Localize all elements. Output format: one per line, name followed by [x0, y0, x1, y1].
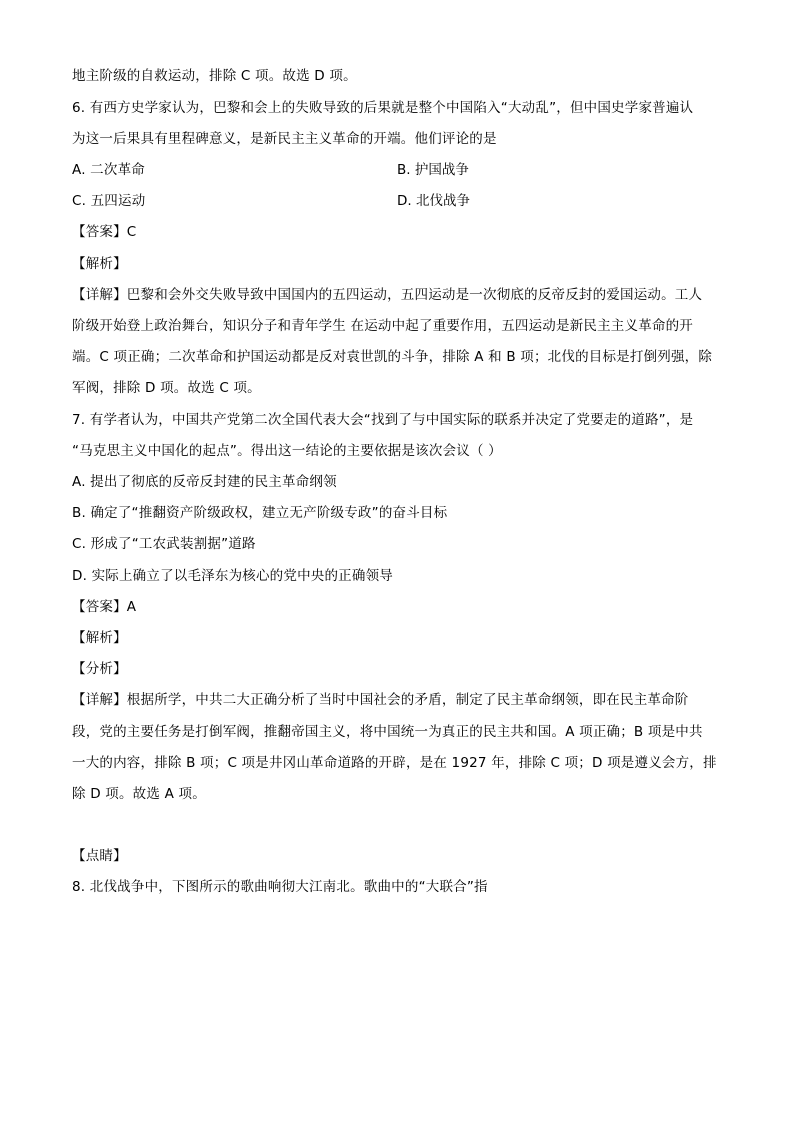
q6-option-d: D. 北伐战争	[397, 193, 470, 209]
text-line: 除 D 项。故选 A 项。	[72, 786, 206, 802]
question-7-stem: 7. 有学者认为，中国共产党第二次全国代表大会“找到了与中国实际的联系并决定了党要走的道路”，是	[72, 412, 694, 428]
text-line: 段，党的主要任务是打倒军阀，推翻帝国主义，将中国统一为真正的民主共和国。A 项正确；B 项是中共	[72, 724, 703, 740]
detail-paragraph: 【详解】根据所学，中共二大正确分析了当时中国社会的矛盾，制定了民主革命纲领，即在民主革命阶	[72, 692, 689, 708]
answer-label: 【答案】C	[72, 224, 137, 240]
text-line: 阶级开始登上政治舞台，知识分子和青年学生 在运动中起了重要作用，五四运动是新民主主义革命的开	[72, 318, 693, 334]
q7-option-a: A. 提出了彻底的反帝反封建的民主革命纲领	[72, 474, 337, 490]
text-line: 地主阶级的自救运动，排除 C 项。故选 D 项。	[72, 68, 357, 84]
q6-option-a: A. 二次革命	[72, 162, 145, 178]
q6-option-b: B. 护国战争	[397, 162, 469, 178]
analysis-label: 【解析】	[72, 256, 127, 272]
analysis-section-label: 【分析】	[72, 661, 127, 677]
text-line: 一大的内容，排除 B 项；C 项是井冈山革命道路的开辟，是在 1927 年，排除 C 项；D 项是遵义会方，排	[72, 755, 717, 771]
q7-option-b: B. 确定了“推翻资产阶级政权，建立无产阶级专政”的奋斗目标	[72, 505, 448, 521]
q7-option-c: C. 形成了“工农武装割据”道路	[72, 536, 256, 552]
analysis-label: 【解析】	[72, 630, 127, 646]
text-line: 端。C 项正确；二次革命和护国运动都是反对袁世凯的斗争，排除 A 和 B 项；北伐的目标是打倒列强，除	[72, 349, 713, 365]
q6-option-c: C. 五四运动	[72, 193, 146, 209]
question-8-stem: 8. 北伐战争中，下图所示的歌曲响彻大江南北。歌曲中的“大联合”指	[72, 879, 488, 895]
text-line: 为这一后果具有里程碑意义，是新民主主义革命的开端。他们评论的是	[72, 131, 497, 147]
answer-label: 【答案】A	[72, 599, 137, 615]
text-line: “马克思主义中国化的起点”。得出这一结论的主要依据是该次会议（ ）	[72, 443, 502, 459]
comment-label: 【点睛】	[72, 848, 127, 864]
question-6-stem: 6. 有西方史学家认为，巴黎和会上的失败导致的后果就是整个中国陷入“大动乱”，但中国史学家普遍认	[72, 100, 694, 116]
detail-paragraph: 【详解】巴黎和会外交失败导致中国国内的五四运动，五四运动是一次彻底的反帝反封的爱国运动。工人	[72, 287, 703, 303]
q7-option-d: D. 实际上确立了以毛泽东为核心的党中央的正确领导	[72, 568, 393, 584]
text-line: 军阀，排除 D 项。故选 C 项。	[72, 380, 261, 396]
